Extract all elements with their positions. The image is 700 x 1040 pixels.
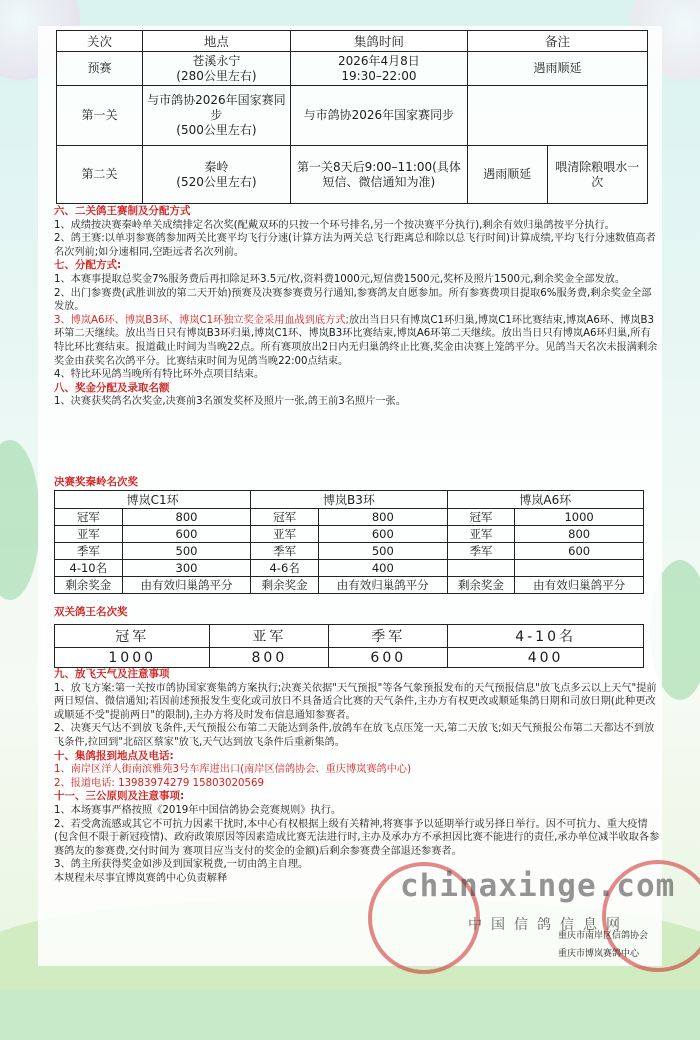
table-row (57, 52, 648, 86)
amount-cell: 400 (318, 560, 447, 577)
table-header-row (57, 31, 648, 52)
amount-cell: 1000 (55, 648, 210, 668)
paragraph: 3、鸽主所获得奖金如涉及到国家税费,一切由鸽主自理。 (54, 859, 309, 871)
section-title: 九、放飞天气及注意事项 (54, 668, 170, 680)
place-distance: (520公里左右) (176, 174, 257, 189)
paragraph: 2、出门参赛费(武胜训放的第二天开始)预赛及决赛参赛费另行通知,参赛鸽友自愿参加。所有参赛费项目提取6%服务费,剩余奖金全部发放。 (54, 287, 652, 313)
section-title: 十一、三公原则及注意事项: (54, 790, 185, 803)
rank-cell: 冠军 (251, 509, 319, 526)
table-row (55, 577, 644, 594)
amount-cell: 800 (515, 526, 644, 543)
place-cell (142, 86, 290, 146)
amount-cell: 500 (318, 543, 447, 560)
amount-cell: 由有效归巢鸽平分 (122, 577, 251, 594)
organizer-name: 重庆市博岚赛鸽中心 (558, 949, 640, 959)
paragraph: 1、决赛获奖鸽名次奖金,决赛前3名颁发奖杯及照片一张,鸽王前3名照片一张。 (54, 396, 406, 408)
note-cell: 喂清除粮喂水一次 (547, 146, 647, 204)
table-row (57, 146, 648, 204)
amount-cell: 600 (515, 543, 644, 560)
paragraph: 1、放飞方案:第一关按市鸽协国家赛集鸽方案执行;决赛关依据"天气预报"等各气象预报发布的天气预报信息"放飞点多云以上天气"提前两日短信、微信通知;若因前述预报发生变化或司放日不具备适合比赛的天气条件,主办方有权更改或顺延集鸽日期和司放日期(此种更改或顺延不受"提前两日"的限制),主办方将及时发布信息通知参赛者。 (54, 682, 657, 721)
paragraph: 2、决赛天气达不到放飞条件,天气预报公布第二天能达到条件,放鸽车在放飞点压笼一天,第二天放飞;如天气预报公布第二天都达不到放飞条件,拉回到"北碚区蔡家"放飞,天气达到放飞条件后重新集鸽。 (54, 723, 655, 748)
rank-cell: 亚军 (447, 526, 515, 543)
group-header: 博岚C1环 (55, 491, 251, 509)
time-range: 19:30–22:00 (341, 68, 417, 83)
table-row (55, 625, 644, 648)
watermark-url: chinaxinge.com (400, 868, 676, 904)
table-row (55, 526, 644, 543)
amount-cell: 800 (210, 648, 329, 668)
paragraph: 1、本赛事提取总奖金7%服务费后再扣除足环3.5元/枚,资料费1000元,短信费1500元,奖杯及照片1500元,剩余奖金全部发放。 (54, 273, 626, 285)
note-cell: 遇雨顺延 (467, 52, 647, 86)
rank-cell: 冠军 (447, 509, 515, 526)
table-row (57, 86, 648, 146)
amount-cell: 800 (318, 509, 447, 526)
section-rules (54, 205, 660, 409)
group-header: 博岚B3环 (251, 491, 447, 509)
rank-cell: 剩余奖金 (447, 577, 515, 594)
amount-cell: 300 (122, 560, 251, 577)
amount-cell: 由有效归巢鸽平分 (515, 577, 644, 594)
rank-cell: 亚军 (251, 526, 319, 543)
section-title: 十、集鸽报到地点及电话: (54, 749, 174, 762)
place-name: 苍溪永宁 (192, 53, 241, 68)
organizer-name: 重庆市南岸区信鸽协会 (558, 931, 649, 941)
amount-cell: 600 (122, 526, 251, 543)
group-header: 博岚A6环 (447, 491, 643, 509)
paragraph-text: 放出当日只有博岚C1环归巢,博岚C1环比赛结束,博岚A6环、博岚B3环第二天继续。放出当日只有博岚B3环归巢,博岚C1环、博岚B3环比赛结束,博岚A6环第二天继续。放出当日只有博岚A6环归巢,所有特比环比赛结束。报道截止时间为当晚22点。所有赛项放出2日内无归巢鸽终止比赛,奖金由决赛上笼鸽平分。见鸽当天名次未报满剩余奖金由获奖名次鸽平分。比赛结束时间为见鸽当晚22:00点结束。 (54, 314, 658, 367)
leaf-decoration (0, 440, 40, 600)
header-time: 集鸽时间 (290, 31, 467, 52)
rank-cell: 冠军 (55, 625, 210, 648)
time-cell: 第一关8天后9:00–11:00(具体短信、微信通知为准) (290, 146, 467, 204)
amount-cell: 500 (122, 543, 251, 560)
stage-cell: 第一关 (57, 86, 143, 146)
table-row (55, 543, 644, 560)
amount-cell (515, 560, 644, 577)
time-cell (290, 52, 467, 86)
table-row (55, 648, 644, 668)
rank-cell: 亚军 (210, 625, 329, 648)
table-header-row (55, 491, 644, 509)
place-distance: (500公里左右) (176, 123, 257, 137)
watermark-site-name: 中国信鸽信息网 (468, 917, 629, 933)
paragraph: 1、本场赛事严格按照《2019年中国信鸽协会竞赛规则》执行。 (54, 804, 342, 816)
paragraph: 1、成绩按决赛秦岭单关成绩排定名次奖(配戴双环的只按一个环号排名,另一个按决赛平分执行),剩余有效归巢鸽按平分执行。 (54, 219, 615, 231)
place-name: 秦岭 (204, 159, 229, 174)
rank-cell: 4-6名 (251, 560, 319, 577)
rank-cell: 季军 (55, 543, 123, 560)
table-row (55, 509, 644, 526)
header-stage: 关次 (57, 31, 143, 52)
paragraph: 4、特比环见鸽当晚所有特比环外点项目结束。 (54, 369, 265, 381)
stage-cell: 预赛 (57, 52, 143, 86)
rank-cell: 剩余奖金 (251, 577, 319, 594)
header-note: 备注 (467, 31, 647, 52)
amount-cell: 由有效归巢鸽平分 (318, 577, 447, 594)
header-place: 地点 (142, 31, 290, 52)
note-cell: 遇雨顺延 (467, 146, 547, 204)
amount-cell: 600 (329, 648, 448, 668)
stage-cell: 第二关 (57, 146, 143, 204)
rank-cell: 季军 (251, 543, 319, 560)
place-cell (142, 146, 290, 204)
section-title: 八、奖金分配及录取名额 (54, 381, 170, 394)
schedule-table (56, 30, 648, 204)
king-table-label: 双关鸽王名次奖 (54, 606, 128, 618)
prize-table (54, 490, 644, 594)
section-notes (54, 668, 660, 886)
amount-cell: 800 (122, 509, 251, 526)
place-name: 与市鸽协2026年国家赛同步 (147, 93, 286, 122)
place-distance: (280公里左右) (176, 68, 257, 83)
rank-cell: 剩余奖金 (55, 577, 123, 594)
highlight-text: 3、博岚A6环、博岚B3环、博岚C1环独立奖金采用血战到底方式; (54, 314, 349, 326)
rank-cell: 4-10名 (55, 560, 123, 577)
amount-cell: 400 (448, 648, 644, 668)
paragraph: 2、若受禽流感或其它不可抗力因素干扰时,本中心有权根据上级有关精神,将赛事予以延期举行或另择日举行。因不可抗力、重大疫情(包含但不限于新冠疫情)、政府政策原因等因素造成比赛无法进行时,主办及承办方不承担因比赛不能进行的责任,承办单位减半收取各参赛鸽友的参赛费,交付时间为 赛项目应当支付的奖金的金额)后剩余参赛费全部退还参赛者。 (54, 818, 660, 857)
paragraph (54, 314, 660, 368)
paragraph: 2、鸽王赛:以单羽参赛鸽参加两关比赛平均飞行分速(计算方法为两关总飞行距离总和除以总飞行时间)计算成绩,平均飞行分速数值高者名次列前;如分速相同,空距远者名次列前。 (54, 233, 656, 258)
rank-cell (447, 560, 515, 577)
section-title: 六、二关鸽王赛制及分配方式 (54, 205, 191, 217)
amount-cell: 1000 (515, 509, 644, 526)
note-cell (467, 86, 647, 146)
king-prize-table (54, 624, 644, 668)
time-date: 2026年4月8日 (337, 53, 420, 68)
place-cell (142, 52, 290, 86)
rank-cell: 4-10名 (448, 625, 644, 648)
amount-cell: 600 (318, 526, 447, 543)
rank-cell: 冠军 (55, 509, 123, 526)
paragraph: 1、南岸区洋人街南滨雅苑3号车库进出口(南岸区信鸽协会、重庆博岚赛鸽中心) (54, 764, 412, 776)
prize-table-label: 决赛奖秦岭名次奖 (54, 476, 138, 488)
paragraph: 本规程未尽事宜博岚赛鸽中心负责解释 (54, 872, 228, 884)
rank-cell: 季军 (447, 543, 515, 560)
table-row (55, 560, 644, 577)
time-cell: 与市鸽协2026年国家赛同步 (290, 86, 467, 146)
rank-cell: 亚军 (55, 526, 123, 543)
phone-line: 2、报道电话: 13983974279 15803020569 (54, 777, 264, 789)
section-title: 七、分配方式: (54, 259, 122, 272)
rank-cell: 季军 (329, 625, 448, 648)
